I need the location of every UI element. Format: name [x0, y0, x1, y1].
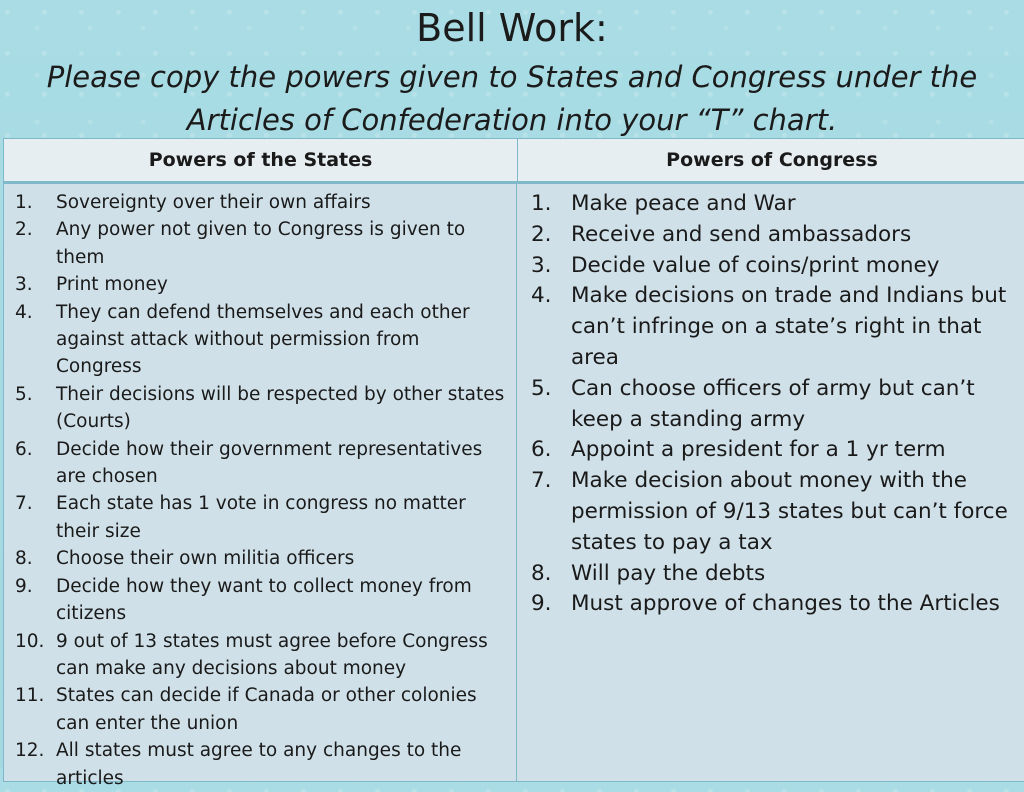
item-text: Decide value of coins/print money: [571, 252, 940, 278]
item-text: Receive and send ambassadors: [571, 221, 912, 247]
t-chart-header: [3, 138, 1024, 182]
item-text: 9 out of 13 states must agree before Congress can make any decisions about money: [56, 630, 488, 679]
item-number: 4.: [15, 301, 33, 323]
item-text: Print money: [56, 274, 168, 296]
slide-title: Bell Work:: [416, 6, 608, 50]
item-text: Will pay the debts: [571, 560, 766, 586]
states-column-header: Powers of the States: [148, 149, 373, 171]
item-number: 5.: [15, 383, 33, 405]
list-item: [10, 381, 506, 436]
list-item: [525, 220, 1016, 251]
slide-subtitle: Please copy the powers given to States and Congress under the Articles of Confederation into your “T” chart.: [46, 60, 978, 137]
item-text: Decide how they want to collect money from citizens: [56, 575, 472, 625]
item-text: Their decisions will be respected by other states (Courts): [56, 383, 505, 433]
item-text: Each state has 1 vote in congress no matter their size: [56, 493, 466, 542]
list-item: [10, 490, 506, 545]
item-text: Sovereignty over their own affairs: [56, 192, 371, 213]
item-number: 8.: [15, 548, 33, 570]
item-text: Choose their own militia officers: [56, 548, 355, 570]
item-number: 12.: [15, 740, 45, 762]
item-text: States can decide if Canada or other colonies can enter the union: [56, 685, 477, 734]
item-text: Make peace and War: [571, 191, 796, 216]
congress-powers-list: [525, 189, 1016, 620]
item-text: Make decisions on trade and Indians but can’t infringe on a state’s right in that area: [571, 283, 1007, 370]
list-item: [10, 545, 506, 572]
item-number: 6.: [15, 438, 33, 460]
list-item: [10, 573, 506, 628]
item-text: Must approve of changes to the Articles: [571, 591, 1000, 617]
item-number: 3.: [531, 252, 552, 278]
item-number: 7.: [531, 468, 552, 494]
item-text: They can defend themselves and each other against attack without permission from Congress: [56, 301, 470, 378]
item-number: 3.: [15, 274, 33, 296]
list-item: [10, 299, 506, 381]
congress-column: [516, 182, 1024, 782]
list-item: [10, 271, 506, 298]
item-text: Can choose officers of army but can’t keep a standing army: [571, 375, 975, 432]
list-item: [10, 189, 506, 216]
list-item: [525, 281, 1016, 373]
list-item: [525, 189, 1016, 220]
list-item: [10, 628, 506, 683]
item-number: 1.: [531, 191, 552, 216]
item-text: Any power not given to Congress is given to them: [56, 219, 466, 268]
list-item: [10, 737, 506, 792]
item-number: 4.: [531, 283, 552, 309]
item-number: 9.: [531, 591, 552, 617]
list-item: [525, 589, 1016, 620]
item-text: Appoint a president for a 1 yr term: [571, 437, 946, 463]
list-item: [525, 559, 1016, 590]
list-item: [10, 436, 506, 491]
list-item: [525, 466, 1016, 558]
states-column: [3, 182, 517, 789]
item-text: Decide how their government representatives are chosen: [56, 438, 483, 488]
item-number: 2.: [15, 219, 33, 241]
item-number: 10.: [15, 630, 45, 652]
item-number: 7.: [15, 493, 33, 515]
t-chart: [3, 138, 1024, 789]
item-text: All states must agree to any changes to the articles: [56, 740, 462, 789]
item-number: 1.: [15, 192, 33, 213]
states-powers-list: [10, 189, 506, 792]
list-item: [525, 251, 1016, 282]
item-number: 6.: [531, 437, 552, 463]
item-number: 11.: [15, 685, 45, 707]
item-text: Make decision about money with the permission of 9/13 states but can’t force states to pay a tax: [571, 468, 1008, 555]
item-number: 8.: [531, 560, 552, 586]
list-item: [525, 374, 1016, 436]
item-number: 2.: [531, 221, 552, 247]
list-item: [10, 216, 506, 271]
congress-column-header: Powers of Congress: [517, 139, 1024, 181]
item-number: 5.: [531, 375, 552, 401]
list-item: [525, 435, 1016, 466]
list-item: [10, 682, 506, 737]
item-number: 9.: [15, 575, 33, 597]
